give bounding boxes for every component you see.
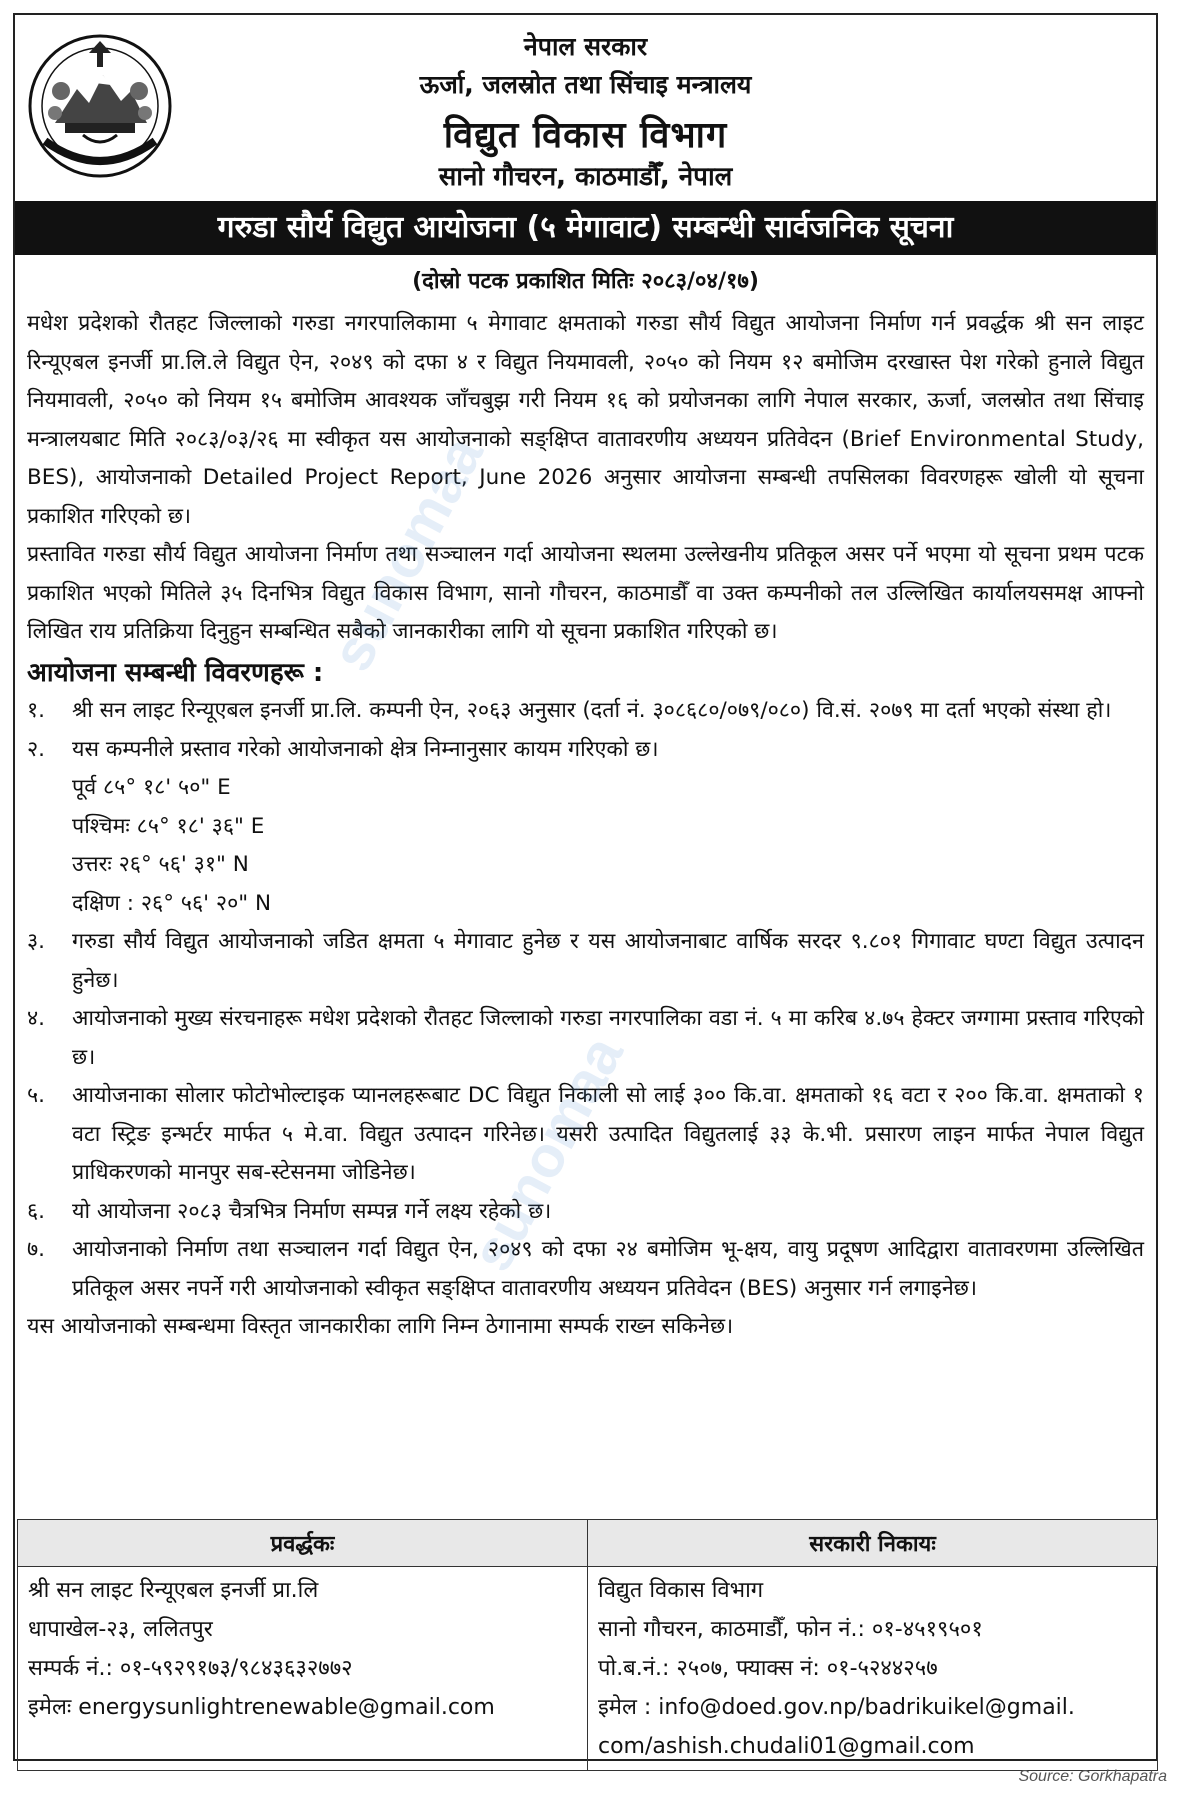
coordinate-north: उत्तरः २६° ५६' ३१" N	[72, 852, 249, 877]
notice-title-banner: गरुडा सौर्य विद्युत आयोजना (५ मेगावाट) सम्बन्धी सार्वजनिक सूचना	[15, 201, 1156, 255]
promoter-details	[18, 1567, 588, 1771]
list-item	[27, 923, 1144, 1000]
list-item-number: ५.	[27, 1083, 46, 1108]
coordinate-west: पश्चिमः ८५° १८' ३६" E	[72, 813, 265, 839]
department-email-line1: इमेल : info@doed.gov.np/badrikuikel@gmail.	[598, 1695, 1075, 1720]
list-item-text: यस कम्पनीले प्रस्ताव गरेको आयोजनाको क्षेत्र निम्नानुसार कायम गरिएको छ।	[72, 736, 659, 762]
government-body-details	[588, 1567, 1158, 1771]
project-details-list	[27, 692, 1144, 1308]
coordinate-south: दक्षिण : २६° ५६' २०" N	[72, 890, 272, 916]
objection-paragraph: प्रस्तावित गरुडा सौर्य विद्युत आयोजना निर्माण तथा सञ्चालन गर्दा आयोजना स्थलमा उल्लेखनीय प्रतिकूल असर पर्ने भएमा यो सूचना प्रथम पटक प्रकाशित भएको मितिले ३५ दिनभित्र विद्युत विकास विभाग, सानो गौचरन, काठमाडौँ वा उक्त कम्पनीको तल उल्लिखित कार्यालयसमक्ष आफ्नो लिखित राय प्रतिक्रिया दिनुहुन सम्बन्धित सबैको जानकारीका लागि यो सूचना प्रकाशित गरिएको छ।	[27, 542, 1144, 644]
watermark-text: sunomaa	[458, 1025, 636, 1282]
list-item-number: ६.	[27, 1198, 46, 1224]
government-body-header: सरकारी निकायः	[588, 1520, 1158, 1567]
promoter-company: श्री सन लाइट रिन्यूएबल इनर्जी प्रा.लि	[28, 1578, 319, 1603]
watermark-text: sunomaa	[318, 425, 496, 682]
list-item-text: गरुडा सौर्य विद्युत आयोजनाको जडित क्षमता ५ मेगावाट हुनेछ र यस आयोजनाबाट वार्षिक सरदर ९.८०१ गिगावाट घण्टा विद्युत उत्पादन हुनेछ।	[72, 929, 1144, 993]
source-credit: Source: Gorkhapatra	[1018, 1768, 1167, 1785]
list-item-text: आयोजनाको मुख्य संरचनाहरू मधेश प्रदेशको रौतहट जिल्लाको गरुडा नगरपालिका वडा नं. ५ मा करिब ४.७५ हेक्टर जग्गामा प्रस्ताव गरिएको छ।	[72, 1006, 1144, 1070]
department-pobox-fax: पो.ब.नं.: २५०७, फ्याक्स नं: ०१-५२४४२५७	[598, 1656, 938, 1681]
list-item	[27, 1193, 1144, 1232]
list-item-number: ३.	[27, 929, 46, 954]
list-item	[27, 731, 1144, 924]
intro-paragraph: मधेश प्रदेशको रौतहट जिल्लाको गरुडा नगरपालिकामा ५ मेगावाट क्षमताको गरुडा सौर्य विद्युत आयोजना निर्माण गर्न प्रवर्द्धक श्री सन लाइट रिन्यूएबल इनर्जी प्रा.लि.ले विद्युत ऐन, २०४९ को दफा ४ र विद्युत नियमावली, २०५० को नियम १२ बमोजिम दरखास्त पेश गरेको हुनाले विद्युत नियमावली, २०५० को नियम १५ बमोजिम आवश्यक जाँचबुझ गरी नियम १६ को प्रयोजनका लागि नेपाल सरकार, ऊर्जा, जलस्रोत तथा सिंचाइ मन्त्रालयबाट मिति २०८३/०३/२६ मा स्वीकृत यस आयोजनाको सङ्क्षिप्त वातावरणीय अध्ययन प्रतिवेदन (Brief Environmental Study, BES), आयोजनाको Detailed Project Report, June 2026 अनुसार आयोजना सम्बन्धी तपसिलका विवरणहरू खोली यो सूचना प्रकाशित गरिएको छ।	[27, 311, 1144, 529]
contact-note: यस आयोजनाको सम्बन्धमा विस्तृत जानकारीका लागि निम्न ठेगानामा सम्पर्क राख्न सकिनेछ।	[27, 1314, 734, 1339]
list-item-text: श्री सन लाइट रिन्यूएबल इनर्जी प्रा.लि. कम्पनी ऐन, २०६३ अनुसार (दर्ता नं. ३०८६८०/०७९/०८०) वि.सं. २०७९ मा दर्ता भएको संस्था हो।	[72, 698, 1112, 723]
department-address: सानो गौचरन, काठमाडौँ, नेपाल	[438, 162, 733, 192]
list-item-number: २.	[27, 736, 46, 762]
list-item-number: ७.	[27, 1237, 46, 1262]
contacts-table	[17, 1519, 1158, 1771]
notice-frame	[13, 13, 1158, 1761]
promoter-address: धापाखेल-२३, ललितपुर	[28, 1617, 213, 1642]
list-item-number: ४.	[27, 1006, 46, 1031]
list-item	[27, 1231, 1144, 1308]
list-item	[27, 692, 1144, 731]
list-item-number: १.	[27, 698, 46, 723]
department-name: विद्युत विकास विभाग	[598, 1578, 764, 1603]
publication-date-note: (दोस्रो पटक प्रकाशित मितिः २०८३/०४/१७)	[412, 269, 759, 294]
promoter-header: प्रवर्द्धकः	[18, 1520, 588, 1567]
coordinates-block	[72, 769, 1144, 923]
department-phone: सानो गौचरन, काठमाडौँ, फोन नं.: ०१-४५१९५०१	[598, 1617, 983, 1642]
promoter-email: इमेलः energysunlightrenewable@gmail.com	[28, 1695, 495, 1720]
government-title: नेपाल सरकार	[523, 32, 648, 61]
notice-header	[15, 15, 1156, 195]
coordinate-east: पूर्व ८५° १८' ५०" E	[72, 775, 231, 800]
list-item-text: यो आयोजना २०८३ चैत्रभित्र निर्माण सम्पन्न गर्ने लक्ष्य रहेको छ।	[72, 1198, 552, 1224]
notice-body	[15, 305, 1156, 1347]
department-title: विद्युत विकास विभाग	[443, 115, 728, 156]
list-item-text: आयोजनाका सोलार फोटोभोल्टाइक प्यानलहरूबाट DC विद्युत निकाली सो लाई ३०० कि.वा. क्षमताको १६ वटा र २०० कि.वा. क्षमताको १ वटा स्ट्रिङ इन्भर्टर मार्फत ५ मे.वा. विद्युत उत्पादन गरिनेछ। यसरी उत्पादित विद्युतलाई ३३ के.भी. प्रसारण लाइन मार्फत नेपाल विद्युत प्राधिकरणको मानपुर सब-स्टेसनमा जोडिनेछ।	[72, 1083, 1144, 1185]
section-title: आयोजना सम्बन्धी विवरणहरू :	[27, 657, 324, 688]
department-email-line2: com/ashish.chudali01@gmail.com	[598, 1734, 975, 1759]
list-item-text: आयोजनाको निर्माण तथा सञ्चालन गर्दा विद्युत ऐन, २०४९ को दफा २४ बमोजिम भू-क्षय, वायु प्रदूषण आदिद्वारा वातावरणमा उल्लिखित प्रतिकूल असर नपर्ने गरी आयोजनाको स्वीकृत सङ्क्षिप्त वातावरणीय अध्ययन प्रतिवेदन (BES) अनुसार गर्न लगाइनेछ।	[72, 1237, 1144, 1301]
ministry-title: ऊर्जा, जलस्रोत तथा सिंचाइ मन्त्रालय	[419, 70, 752, 99]
promoter-phone: सम्पर्क नं.: ०१-५९२९१७३/९८४३६३२७७२	[28, 1656, 353, 1681]
